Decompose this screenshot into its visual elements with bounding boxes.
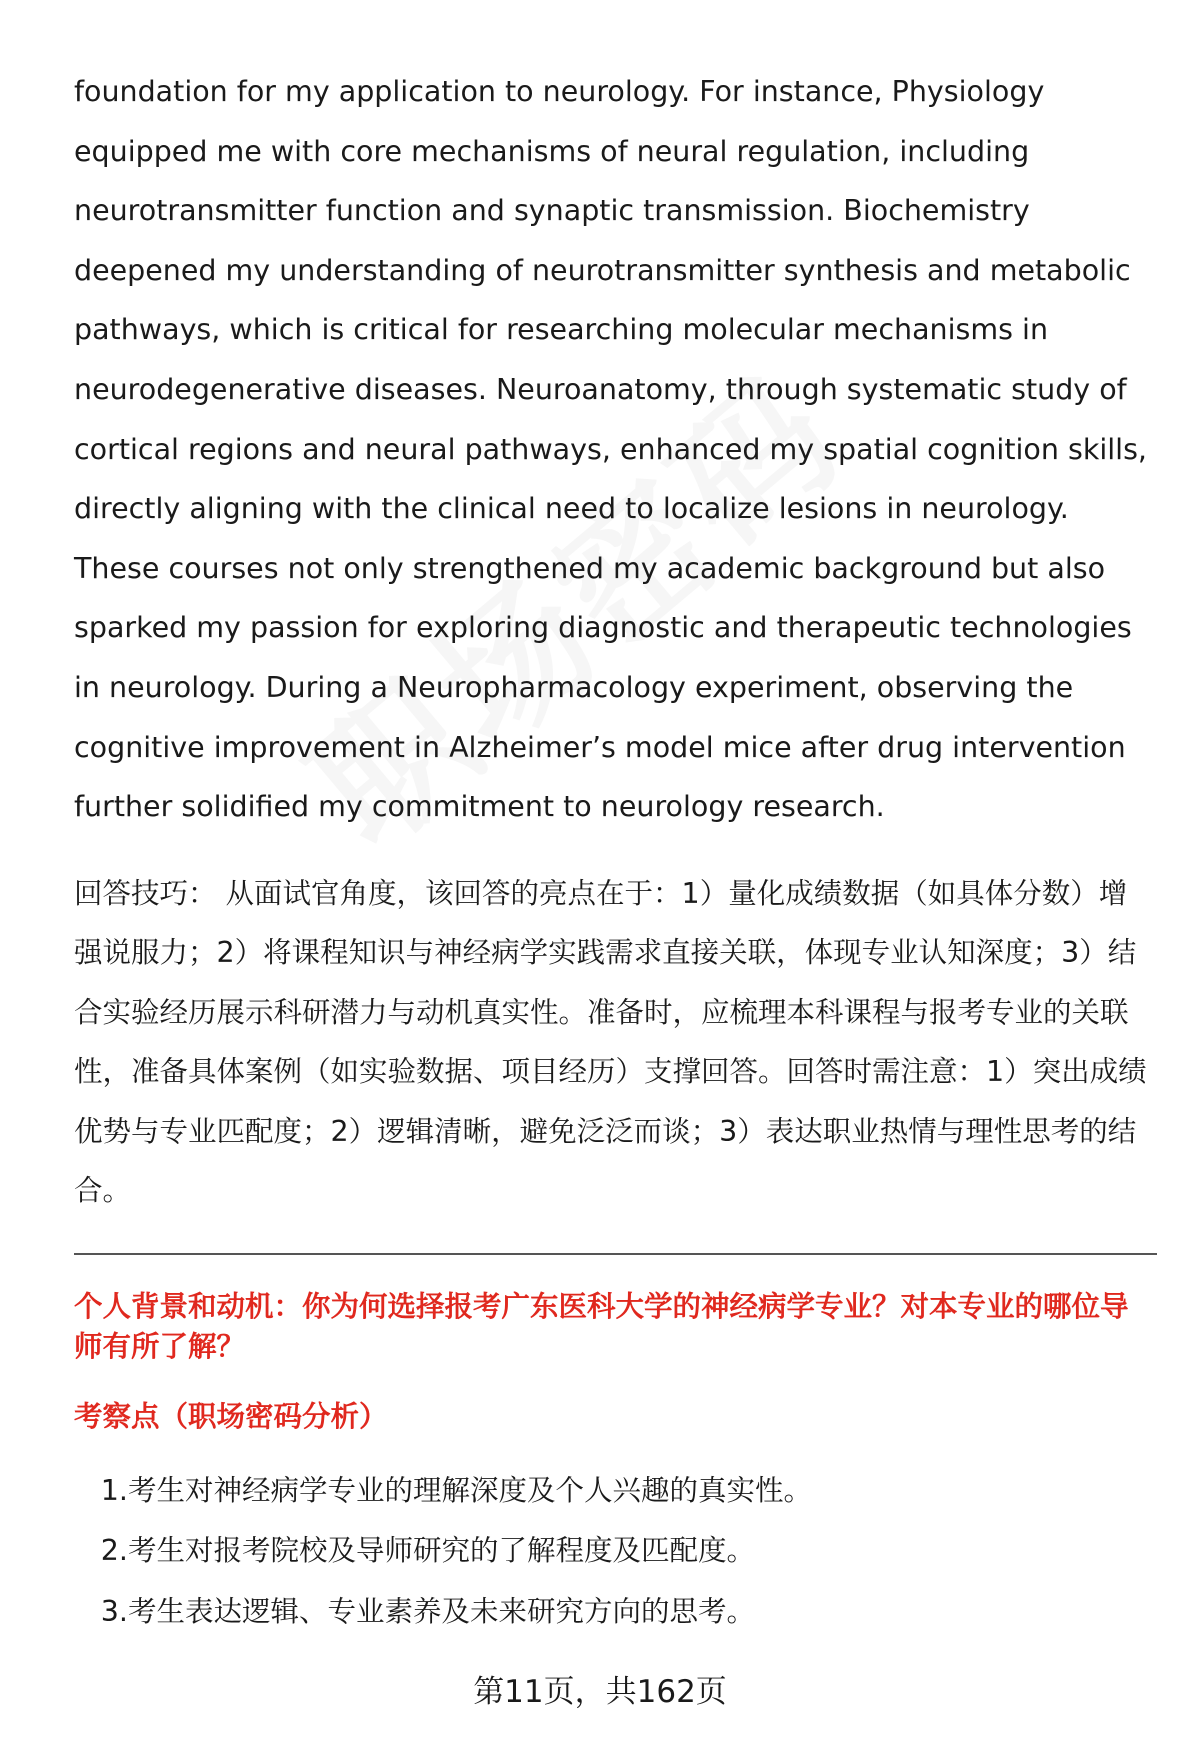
english-answer-paragraph: foundation for my application to neurology. For instance, Physiology equipped me with core mechanisms of neural regulation, including neurotransmitter function and synaptic transmission. Biochemistry deepened my understanding of neurotransmitter synthesis and metabolic pathways, which is critical for researching molecular mechanisms in neurodegenerative diseases. Neuroanatomy, through systematic study of cortical regions and neural pathways, enhanced my spatial cognition skills, directly aligning with the clinical need to localize lesions in neurology. These courses not only strengthened my academic background but also sparked my passion for exploring diagnostic and therapeutic technologies in neurology. During a Neuropharmacology experiment, observing the cognitive improvement in Alzheimer’s model mice after drug intervention further solidified my commitment to neurology research. <box>74 75 1147 824</box>
section-divider <box>74 1253 1157 1255</box>
list-item <box>74 1461 1154 1522</box>
list-item-text: 考生对神经病学专业的理解深度及个人兴趣的真实性。 <box>128 1473 813 1507</box>
interview-question: 个人背景和动机：你为何选择报考广东医科大学的神经病学专业？对本专业的哪位导师有所了解？ <box>74 1289 1129 1363</box>
list-item <box>74 1521 1154 1582</box>
assessment-points-title: 考察点（职场密码分析） <box>74 1399 388 1433</box>
page-content <box>74 62 1154 1642</box>
page-number-footer: 第11页，共162页 <box>473 1674 727 1710</box>
list-item-number: 2. <box>100 1534 128 1568</box>
assessment-points-list <box>74 1461 1154 1643</box>
list-item <box>74 1582 1154 1643</box>
list-item-number: 1. <box>100 1473 128 1507</box>
list-item-text: 考生表达逻辑、专业素养及未来研究方向的思考。 <box>128 1594 756 1628</box>
list-item-number: 3. <box>100 1594 128 1628</box>
answer-tips-paragraph: 回答技巧： 从面试官角度，该回答的亮点在于：1）量化成绩数据（如具体分数）增强说服力；2）将课程知识与神经病学实践需求直接关联，体现专业认知深度；3）结合实验经历展示科研潜力与动机真实性。准备时，应梳理本科课程与报考专业的关联性，准备具体案例（如实验数据、项目经历）支撑回答。回答时需注意：1）突出成绩优势与专业匹配度；2）逻辑清晰，避免泛泛而谈；3）表达职业热情与理性思考的结合。 <box>74 876 1147 1208</box>
list-item-text: 考生对报考院校及导师研究的了解程度及匹配度。 <box>128 1534 756 1568</box>
